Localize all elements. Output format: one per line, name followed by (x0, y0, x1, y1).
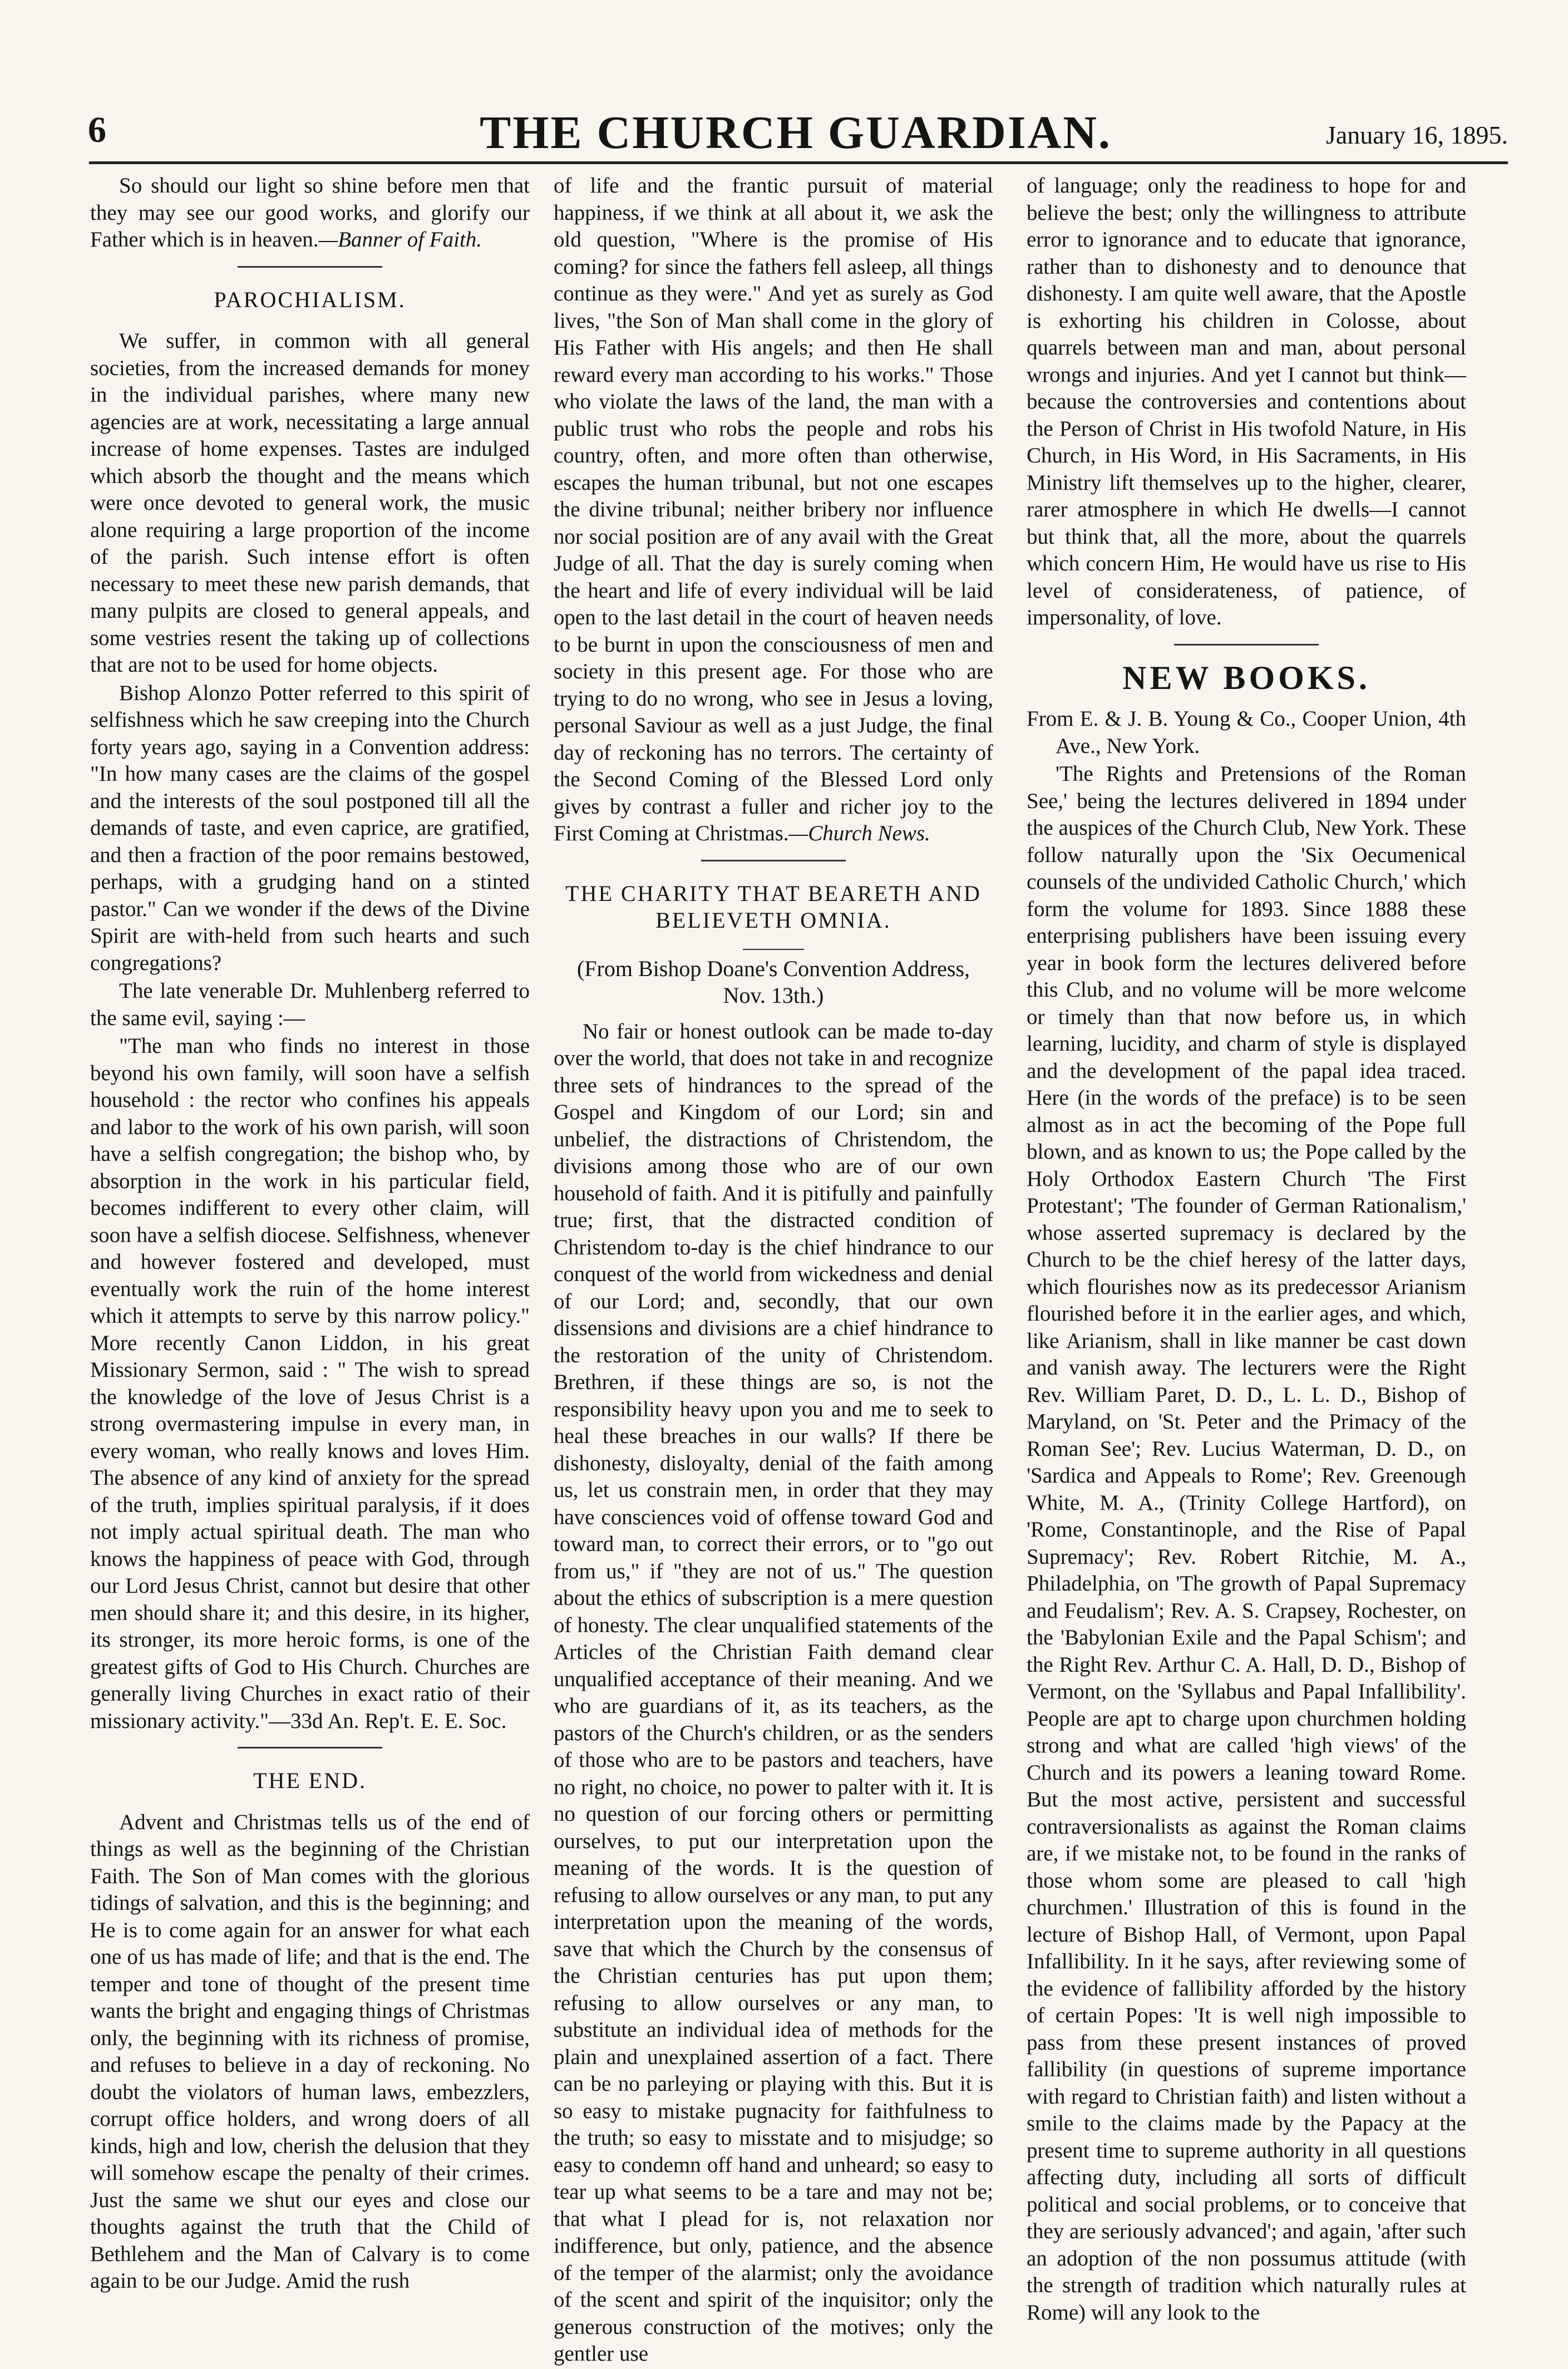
parochialism-paragraph-3: The late venerable Dr. Muhlenberg referred to the same evil, saying :— (90, 979, 530, 1030)
new-books-heading: NEW BOOKS. (1122, 659, 1370, 696)
page-number: 6 (88, 110, 106, 150)
parochialism-paragraph-1: We suffer, in common with all general societies, from the increased demands for money in the individual parishes, where many new agencies are at work, necessitating a large annual increase of home expenses. Tastes are indulged which absorb the thought and the means which were once devoted to general work, the music alone requiring a large proportion of the income of the parish. Such intense effort is often necessary to meet these new parish demands, that many pulpits are closed to general appeals, and some vestries resent the taking up of collections that are not to be used for home objects. (90, 329, 530, 677)
books-publisher-line: From E. & J. B. Young & Co., Cooper Union, 4th Ave., New York. (1027, 707, 1466, 758)
masthead-title: THE CHURCH GUARDIAN. (480, 107, 1112, 159)
section-divider (238, 266, 382, 268)
charity-paragraph-1: No fair or honest outlook can be made to-day over the world, that does not take in and recognize three sets of hindrances to the spread of the Gospel and Kingdom of our Lord; sin and unbelief, the distractions of Christendom, the divisions among those who are of our own household of faith. And it is pitifully and painfully true; first, that the distracted condition of Christendom to-day is the chief hindrance to our conquest of the world from wickedness and denial of our Lord; and, secondly, that our own dissensions and divisions are a chief hindrance to the restoration of the unity of Christendom. Brethren, if these things are so, is not the responsibility heavy upon you and me to seek to heal these breaches in our walls? If there be dishonesty, disloyalty, denial of the faith among us, let us constrain men, in order that they may have consciences void of offense toward God and toward man, to correct their errors, or to "go out from us," if "they are not of us." The question about the ethics of subscription is a mere question of honesty. The clear unqualified statements of the Articles of the Christian Faith demand clear unqualified acceptance of their meaning. And we who are guardians of it, as its teachers, as the pastors of the Church's children, or as the senders of those who are to be pastors and teachers, have no right, no choice, no power to palter with it. It is no question of our forcing others or permitting ourselves, to put our interpretation upon the meaning of the words. It is the question of refusing to allow ourselves or any man, to put any interpretation upon the meaning of the words, save that which the Church by the consensus of the Christian centuries has put upon them; refusing to allow ourselves or any man, to substitute an individual idea of methods for the plain and unexplained assertion of a fact. There can be no parleying or playing with this. But it is so easy to mistake pugnacity for faithfulness to the truth; so easy to misstate and to misjudge; so easy to condemn off hand and unheard; so easy to tear up what seems to be a tare and may not be; that what I plead for is, not relaxation nor indifference, but only, patience, and the absence of the temper of the alarmist; only the avoidance of the scent and spirit of the inquisitor; only the generous construction of the motives; only the gentler use (554, 1019, 993, 2366)
the-end-heading: THE END. (253, 1768, 367, 1793)
section-divider (1174, 644, 1319, 646)
issue-date: January 16, 1895. (1325, 121, 1508, 149)
charity-continued: of language; only the readiness to hope for and believe the best; only the willingness to attribute error to ignorance and to educate that ignorance, rather than to dishonesty and to denounce that dishonesty. I am quite well aware, that the Apostle is exhorting his children in Colosse, about quarrels between man and man, about personal wrongs and injuries. And yet I cannot but think—because the controversies and contentions about the Person of Christ in His twofold Nature, in His Church, in His Word, in His Sacraments, in His Ministry lift themselves up to the higher, clearer, rarer atmosphere in which He dwells—I cannot but think that, all the more, about the quarrels which concern Him, He would have us rise to His level of considerateness, of patience, of impersonality, of love. (1027, 174, 1466, 629)
the-end-continued (554, 173, 993, 848)
charity-source-note: (From Bishop Doane's Convention Address, Nov. 13th.) (576, 956, 970, 1008)
section-divider (701, 860, 846, 861)
parochialism-paragraph-4: "The man who finds no interest in those beyond his own family, will soon have a selfish household : the rector who confines his appeals and labor to the work of his own parish, will soon have a selfish congregation; the bishop who, by absorption in the work in his particular field, becomes indifferent to every other claim, will soon have a selfish diocese. Selfishness, whenever and however fostered and developed, must eventually work the ruin of the home interest which it attempts to serve by this narrow policy." More recently Canon Liddon, in his great Missionary Sermon, said : " The wish to spread the knowledge of the love of Jesus Christ is a strong overmastering impulse in every man, in every woman, who really knows and loves Him. The absence of any kind of anxiety for the spread of the truth, implies spiritual paralysis, if it does not imply actual spiritual death. The man who knows the happiness of peace with God, through our Lord Jesus Christ, cannot but desire that other men should share it; and this desire, in its higher, its stronger, its more heroic forms, is one of the greatest gifts of God to His Church. Churches are generally living Churches in exact ratio of their missionary activity."—33d An. Rep't. E. E. Soc. (90, 1034, 530, 1733)
parochialism-heading: PAROCHIALISM. (214, 287, 406, 312)
intro-paragraph (90, 173, 530, 254)
intro-text: So should our light so shine before men that they may see our good works, and glorify our Father which is in heaven. (90, 174, 530, 252)
column-3 (1027, 173, 1466, 2327)
the-end-citation: —Church News. (788, 821, 930, 845)
section-divider (238, 1747, 382, 1749)
parochialism-paragraph-2: Bishop Alonzo Potter referred to this spirit of selfishness which he saw creeping into the Church forty years ago, saying in a Convention address: "In how many cases are the claims of the gospel and the interests of the soul postponed till all the demands of taste, and even caprice, are gratified, and then a fraction of the poor remains bestowed, perhaps, with a grudging hand on a stinted pastor." Can we wonder if the dews of the Divine Spirit are with-held from such hearts and such congregations? (90, 681, 530, 975)
short-divider (743, 949, 804, 950)
column-2 (554, 173, 993, 2369)
books-review-paragraph: 'The Rights and Pretensions of the Roman See,' being the lectures delivered in 1894 under the auspices of the Church Club, New York. These follow naturally upon the 'Six Oecumenical counsels of the undivided Catholic Church,' which form the volume for 1893. Since 1888 these enterprising publishers have been issuing every year in book form the lectures delivered before this Club, and no volume will be more welcome or timely than that now before us, in which learning, lucidity, and charm of style is displayed and the development of the papal idea traced. Here (in the words of the preface) is to be seen almost as in act the becoming of the Pope full blown, and as known to us; the Pope called by the Holy Orthodox Eastern Church 'The First Protestant'; 'The founder of German Rationalism,' whose asserted supremacy is declared by the Church to be the chief heresy of the latter days, which flourishes now as its predecessor Arianism flourished before it in the earlier ages, and which, like Arianism, shall in like manner be cast down and vanish away. The lecturers were the Right Rev. William Paret, D. D., L. L. D., Bishop of Maryland, on 'St. Peter and the Primacy of the Roman See'; Rev. Lucius Waterman, D. D., on 'Sardica and Appeals to Rome'; Rev. Greenough White, M. A., (Trinity College Hartford), on 'Rome, Constantinople, and the Rise of Papal Supremacy'; Rev. Robert Ritchie, M. A., Philadelphia, on 'The growth of Papal Supremacy and Feudalism'; Rev. A. S. Crapsey, Rochester, on the 'Babylonian Exile and the Papal Schism'; and the Right Rev. Arthur C. A. Hall, D. D., Bishop of Vermont, on the 'Syllabus and Papal Infallibility'. People are apt to charge upon churchmen holding strong and what are called 'high views' of the Church and its powers a leaning toward Rome. But the most active, persistent and successful contraversionalists as against the Roman claims are, if we mistake not, to be found in the ranks of those whom some are pleased to call 'high churchmen.' Illustration of this is found in the lecture of Bishop Hall, of Vermont, upon Papal Infallibility. In it he says, after reviewing some of the evidence of fallibility afforded by the history of certain Popes: 'It is well nigh impossible to pass from these present instances of proved fallibility (in questions of supreme importance with regard to Christian faith) and listen without a smile to the claims made by the Papacy at the present time to supreme authority in all questions affecting duty, including all sorts of difficult political and social problems, or to conceive that they are seriously advanced'; and again, 'after such an adoption of the non possumus attitude (with the strength of tradition which naturally rules at Rome) will any look to the (1027, 762, 1466, 2324)
the-end-continued-text: of life and the frantic pursuit of material happiness, if we think at all about it, we ask the old question, "Where is the promise of His coming? for since the fathers fell asleep, all things continue as they were." And yet as surely as God lives, "the Son of Man shall come in the glory of His Father with His angels; and then He shall reward every man according to his works." Those who violate the laws of the land, the man with a public trust who robs the people and robs his country, often, and more often than otherwise, escapes the human tribunal, but not one escapes the divine tribunal; neither bribery nor influence nor social position are of any avail with the Great Judge of all. That the day is surely coming when the heart and life of every individual will be laid open to the last detail in the court of heaven needs to be burnt in upon the consciousness of men and society in this present age. For those who are trying to do no wrong, who see in Jesus a loving, personal Saviour as well as a just Judge, the final day of reckoning has no terrors. The certainty of the Second Coming of the Blessed Lord only gives by contrast a fuller and richer joy to the First Coming at Christmas. (554, 174, 993, 845)
charity-heading: THE CHARITY THAT BEARETH AND BELIEVETH OMNIA. (565, 880, 982, 933)
intro-citation: —Banner of Faith. (318, 228, 482, 252)
column-1 (90, 173, 530, 2296)
the-end-paragraph-1: Advent and Christmas tells us of the end of things as well as the beginning of the Christian Faith. The Son of Man comes with the glorious tidings of salvation, and this is the beginning; and He is to come again for an answer for what each one of us has made of life; and that is the end. The temper and tone of thought of the present time wants the bright and engaging things of Christmas only, the beginning with its richness of promise, and refuses to believe in a day of reckoning. No doubt the violators of human laws, embezzlers, corrupt office holders, and wrong doers of all kinds, high and low, cherish the delusion that they will somehow escape the penalty of their crimes. Just the same we shut our eyes and close our thoughts against the truth that the Child of Bethlehem and the Man of Calvary is to come again to be our Judge. Amid the rush (90, 1810, 530, 2293)
header-rule (89, 161, 1508, 164)
page-header (83, 106, 1508, 167)
